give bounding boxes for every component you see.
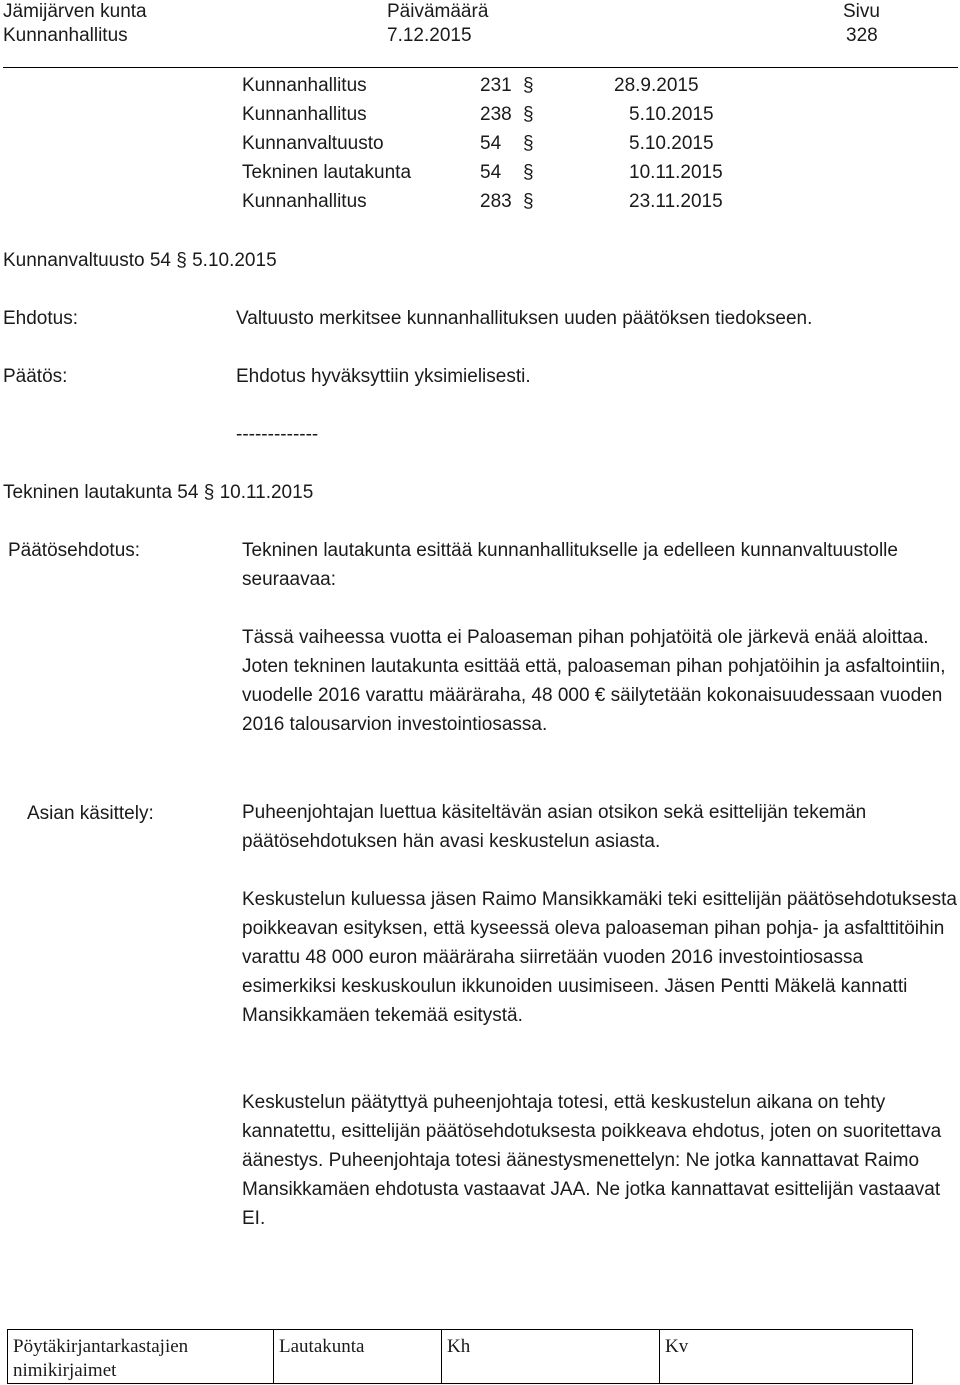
paragraph-counter-proposal: Keskustelun kuluessa jäsen Raimo Mansikkamäki teki esittelijän päätösehdotuksesta poikkeavan esityksen, että kyseessä oleva paloaseman pihan pohja- ja asfalttitöihin varattu 48 000 euron määräraha siirretään vuoden 2016 investointiosassa esimerkiksi keskuskoulun ikkunoiden uusimiseen. Jäsen Pentti Mäkelä kannatti Mansikkamäen tekemää esitystä. [242,889,957,1026]
history-date: 5.10.2015 [629,104,714,125]
history-date: 10.11.2015 [629,162,723,183]
section-symbol: § [523,191,534,212]
history-number: 54 [480,162,502,183]
municipality-name: Jämijärven kunta [3,1,147,22]
paragraph-vote: Keskustelun päätyttyä puheenjohtaja totesi, että keskustelun aikana on tehty kannatettu, esittelijän päätösehdotuksesta poikkeava ehdotus, joten on suoritettava äänestys. Puheenjohtaja totesi äänestysmenettelyn: Ne jotka kannattavat Raimo Mansikkamäen ehdotusta vastaavat JAA. Ne jotka kannattavat esittelijän vastaavat EI. [242,1092,942,1229]
paatosehdotus-label: Päätösehdotus: [8,540,141,561]
heading-date: 5.10.2015 [192,250,277,271]
ehdotus-label: Ehdotus: [3,308,78,329]
history-number: 238 [480,104,512,125]
paatos-label: Päätös: [3,366,68,387]
history-body: Kunnanvaltuusto [242,133,384,154]
section-symbol: § [523,104,534,125]
history-body: Kunnanhallitus [242,191,367,212]
kv-cell: Kv [660,1330,913,1384]
history-date: 23.11.2015 [629,191,723,212]
section-symbol: § [523,133,534,154]
body-name: Kunnanhallitus [3,25,128,46]
history-body: Kunnanhallitus [242,75,367,96]
paragraph-proposal-body: Tässä vaiheessa vuotta ei Paloaseman pihan pohjatöitä ole järkevä enää aloittaa. Joten tekninen lautakunta esittää että, paloaseman pihan pohjatöihin ja asfaltointiin, vuodelle 2016 varattu määräraha, 48 000 € säilytetään kokonaisuudessaan vuoden 2016 talousarvion investointiosassa. [242,627,946,735]
page-label: Sivu [843,1,880,22]
heading-text: Tekninen lautakunta 54 [3,482,199,503]
history-date: 28.9.2015 [614,75,699,96]
date-label: Päivämäärä [387,1,489,22]
header-rule [3,67,958,68]
ehdotus-text: Valtuusto merkitsee kunnanhallituksen uuden päätöksen tiedokseen. [236,308,813,329]
heading-date: 10.11.2015 [219,482,314,503]
date-value: 7.12.2015 [387,25,472,46]
section-symbol: § [523,162,534,183]
section-heading-valtuusto [3,250,277,272]
asian-kasittely-label: Asian käsittely: [27,803,154,824]
history-number: 283 [480,191,512,212]
page-number: 328 [846,25,878,46]
history-number: 231 [480,75,512,96]
paragraph-discussion-start: Puheenjohtajan luettua käsiteltävän asian otsikon sekä esittelijän tekemän päätösehdotuksen hän avasi keskustelun asiasta. [242,802,867,852]
paatos-text: Ehdotus hyväksyttiin yksimielisesti. [236,366,531,387]
separator-line: ------------- [236,424,319,445]
heading-text: Kunnanvaltuusto 54 [3,250,171,271]
history-date: 5.10.2015 [629,133,714,154]
history-body: Kunnanhallitus [242,104,367,125]
board-cell: Lautakunta [274,1330,442,1384]
section-heading-tekninen [3,482,313,504]
history-body: Tekninen lautakunta [242,162,412,183]
section-symbol: § [176,250,187,271]
signature-table [7,1329,913,1384]
paragraph-proposal-intro: Tekninen lautakunta esittää kunnanhallitukselle ja edelleen kunnanvaltuustolle seuraavaa: [242,540,898,590]
section-symbol: § [523,75,534,96]
section-symbol: § [203,482,215,503]
reviewers-initials-cell: Pöytäkirjantarkastajien nimikirjaimet [8,1330,274,1384]
history-number: 54 [480,133,502,154]
kh-cell: Kh [442,1330,660,1384]
